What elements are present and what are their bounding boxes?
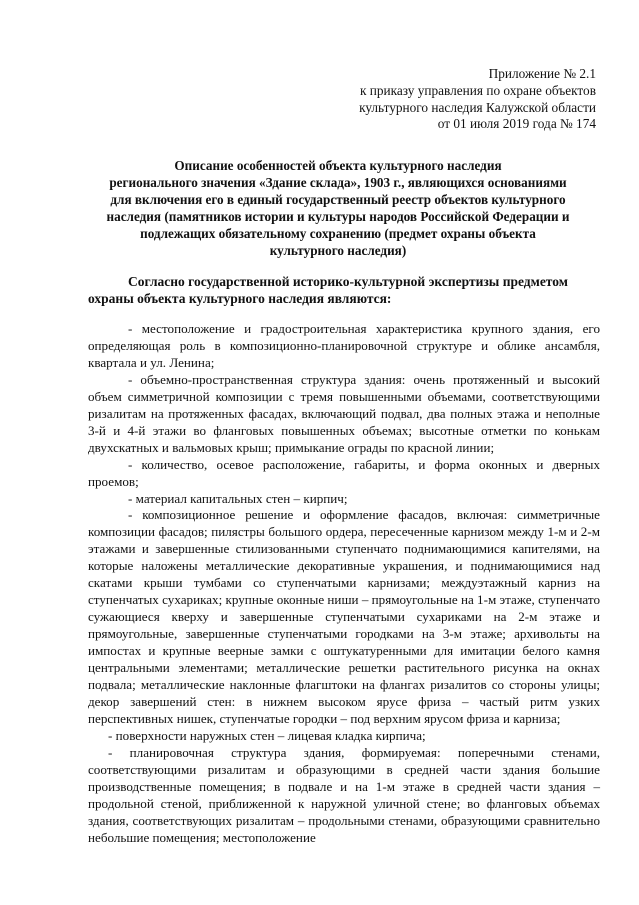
title-line: наследия (памятников истории и культуры народов Российской Федерации и [106,208,570,224]
lead-paragraph [88,274,610,307]
annex-number: Приложение № 2.1 [488,66,596,81]
lead-line: охраны объекта культурного наследия являются: [88,290,392,306]
annex-date: от 01 июля 2019 года № 174 [437,116,596,132]
protection-item: - объемно-пространственная структура здания: очень протяженный и высокий объем симметричной композиции с тремя повышенными объемами, соответствующими ризалитам на протяженных фасадах, включающий подвал, два полных этажа и неполные 3-й и 4-й этажи во фланговых повышенных объемах; высотные отметки по конькам двухскатных и вальмовых крыш; примыкание ограды по красной линии; [88,371,600,455]
annex-header [276,66,596,133]
protection-item: - количество, осевое расположение, габариты, и форма оконных и дверных проемов; [88,456,600,489]
title-line: для включения его в единый государственный реестр объектов культурного [110,191,566,207]
annex-order-ref: к приказу управления по охране объектов [359,82,596,98]
title-line: подлежащих обязательному сохранению (предмет охраны объекта [140,225,536,241]
lead-line: Согласно государственной историко-культурной экспертизы предметом [128,274,568,289]
title-line: регионального значения «Здание склада», 1903 г., являющихся основаниями [109,174,567,190]
protection-item: - композиционное решение и оформление фасадов, включая: симметричные композиции фасадов; пилястры большого ордера, пересеченные карнизом между 1-м и 2-м этажами и завершенные стилизованными ступенчато поднимающимися капителями, на которые наложены металлические декоративные украшения, и поднимающимися над скатами крыши тумбами со ступенчатыми карнизами; междуэтажный карниз на ступенчатых сухариках; крупные оконные ниши – прямоугольные на 1-м этаже, ступенчато сужающиеся кверху и завершенные ступенчатыми сухариками на 2-м этаже и прямоугольные, завершенные ступенчатыми городками на 3-м этаже; архивольты на импостах и крупные веерные замки с оштукатуренными для имитации белого камня центральными элементами; металлические решетки растительного рисунка на окнах подвала; металлические наклонные флагштоки на флангах ризалитов со стороны улицы; декор завершений стен: в нижнем высоком ярусе фриза – частый ритм узких перспективных нишек, ступенчатые городки – под верхним ярусом фриза и карниза; [88,507,600,726]
protection-item: - поверхности наружных стен – лицевая кладка кирпича; [108,727,426,743]
protection-item: - планировочная структура здания, формируемая: поперечными стенами, соответствующими ризалитам и образующими в средней части здания большие производственные помещения; в подвале и на 1-м этаже в средней части здания – продольной стеной, приближенной к наружной уличной стене; во фланговых объемах здания, соответствующих ризалитам – продольными стенами, образующими сравнительно небольшие помещения; местоположение [88,744,600,845]
protection-item: - материал капитальных стен – кирпич; [128,490,348,506]
annex-authority: культурного наследия Калужской области [359,99,596,115]
document-title [68,158,608,259]
document-body [88,321,600,847]
title-line: Описание особенностей объекта культурного наследия [174,158,502,173]
protection-item: - местоположение и градостроительная характеристика крупного здания, его определяющая роль в композиционно-планировочной структуре и облике ансамбля, квартала и ул. Ленина; [88,321,600,370]
title-line: культурного наследия) [269,242,407,258]
